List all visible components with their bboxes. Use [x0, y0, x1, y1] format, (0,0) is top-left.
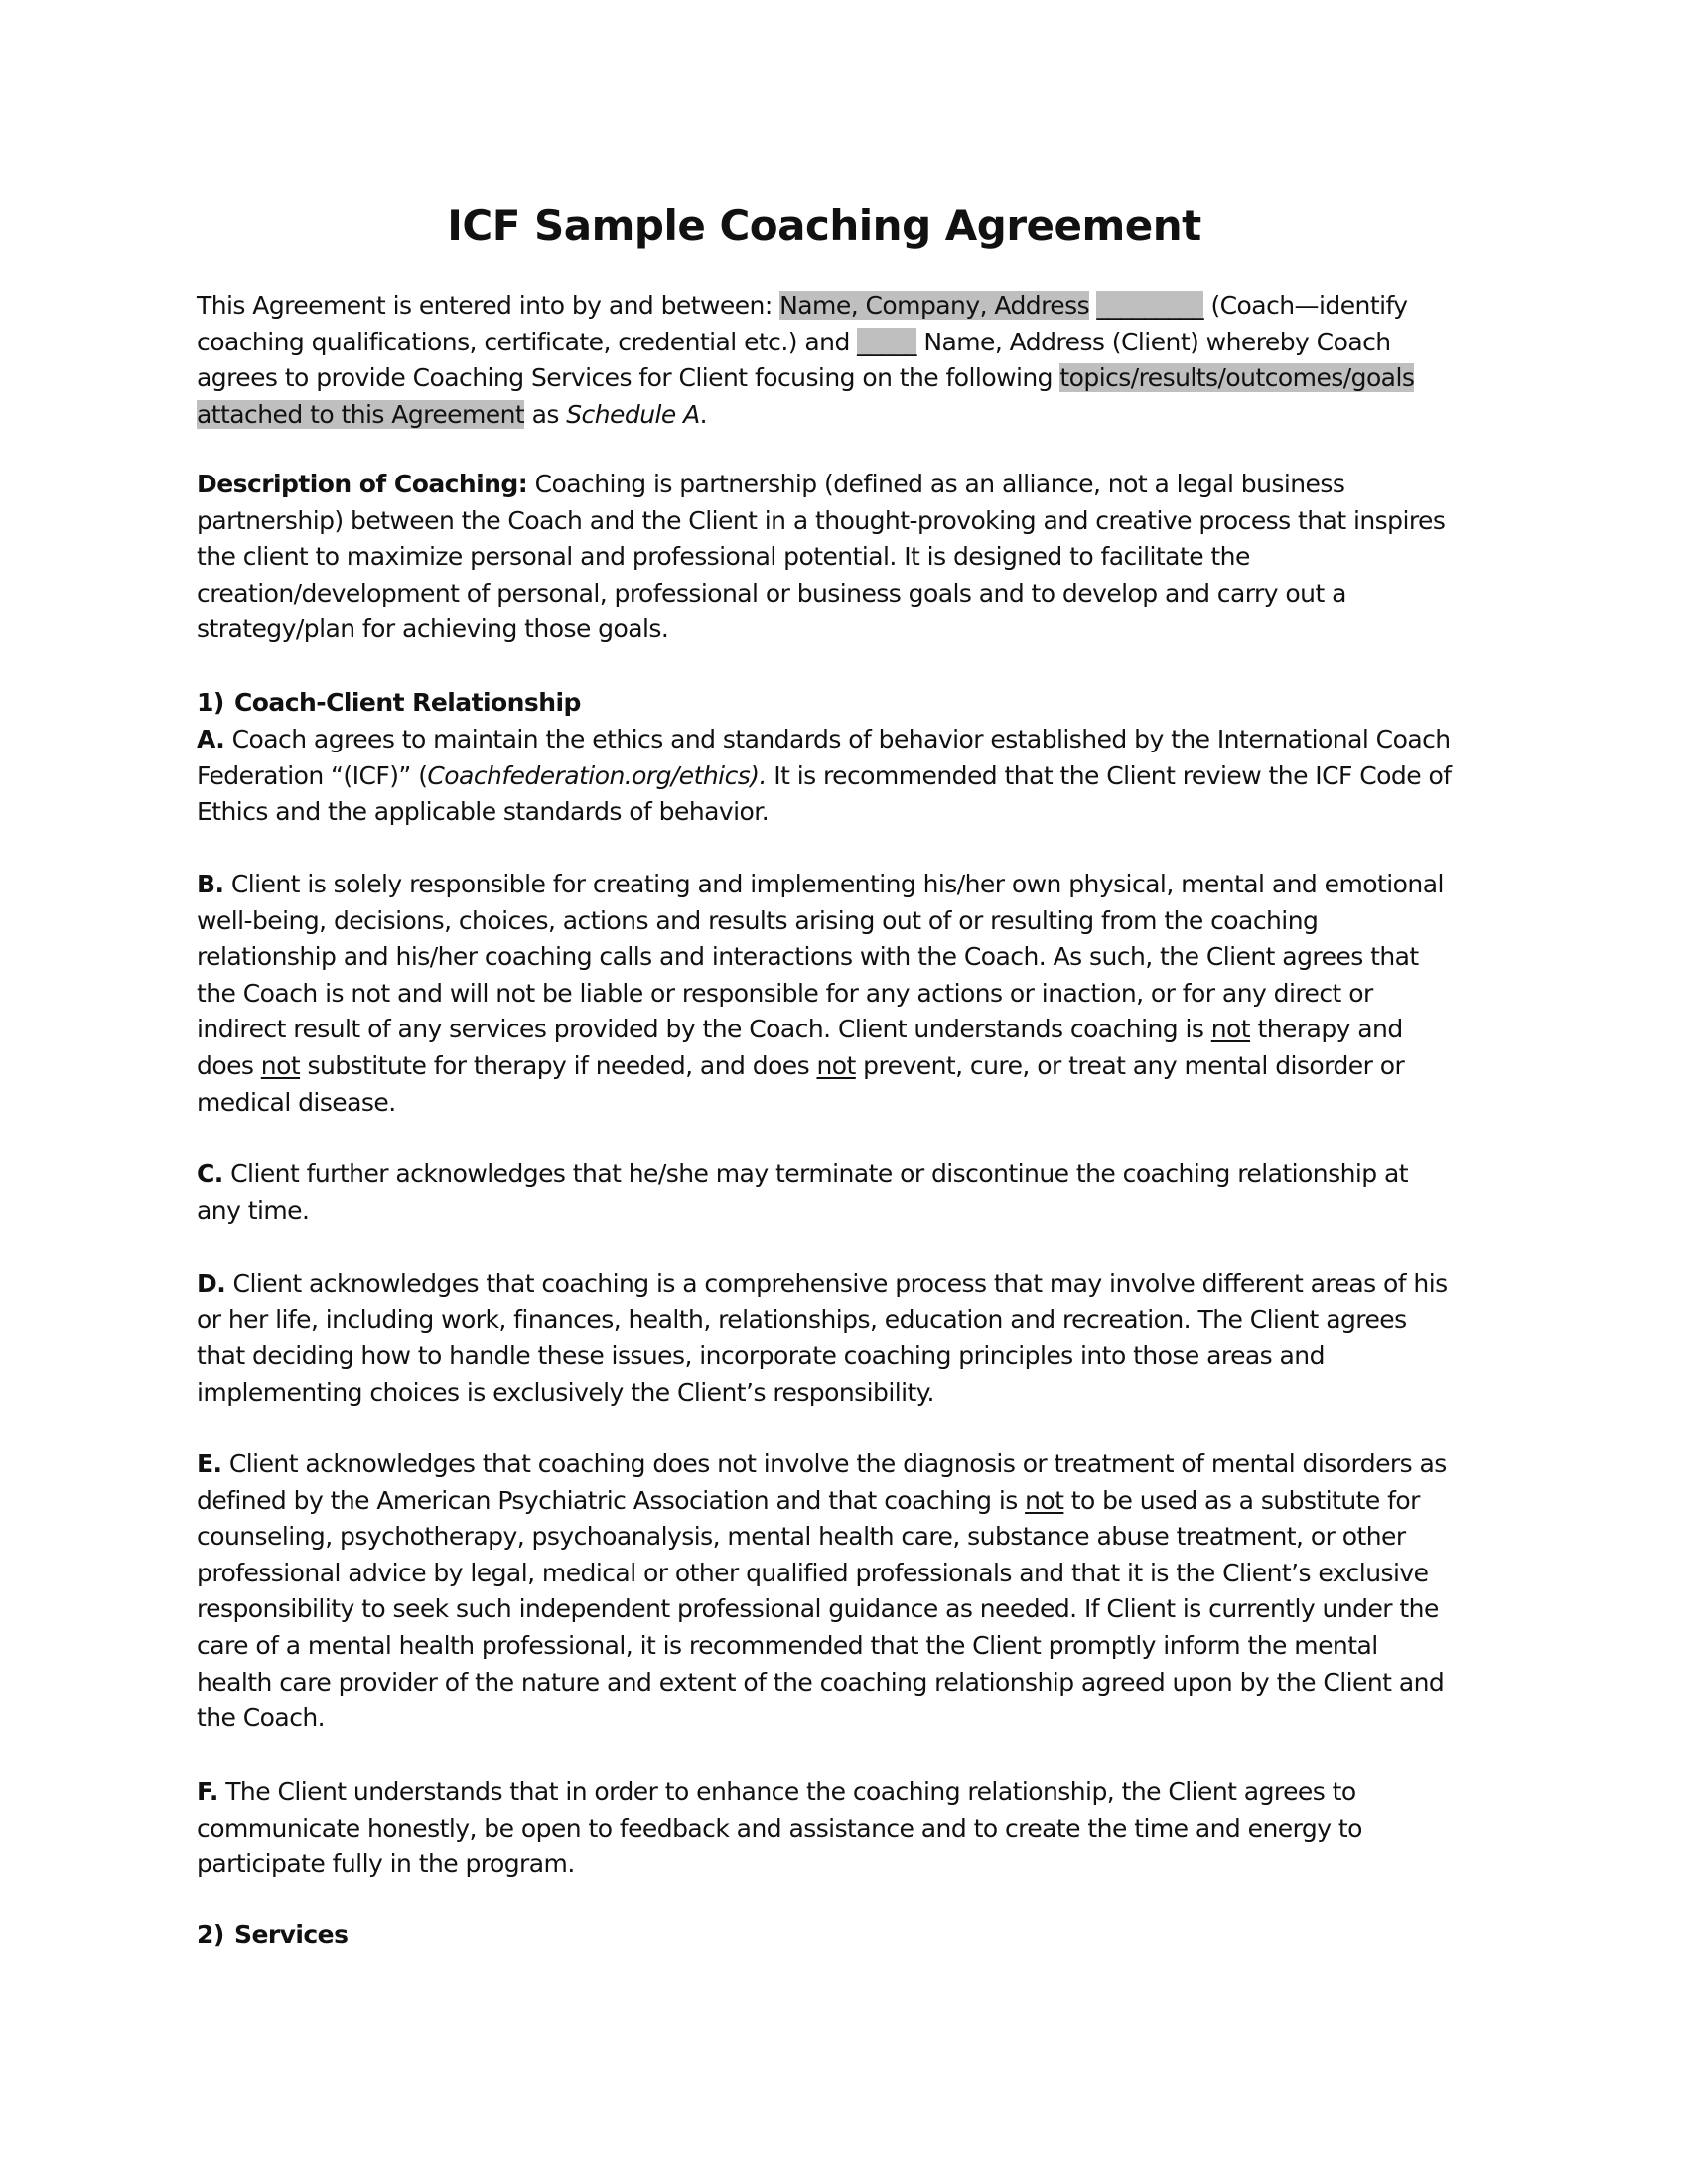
clause-e-label: E. — [197, 1449, 222, 1478]
intro-text-4: Name, Address (Client) whereby Coach agrees to provide Coaching Services for Client focusing on the following — [197, 327, 1391, 393]
emphasis-not: not — [816, 1050, 856, 1080]
clause-c — [197, 1157, 1458, 1229]
emphasis-not: not — [1025, 1485, 1064, 1515]
ethics-link: Coachfederation.org/ethics). — [427, 760, 767, 790]
clause-e-text-1: Client acknowledges that coaching does not involve the diagnosis or treatment of mental disorders as defined by the American Psychiatric Association and that coaching is — [197, 1449, 1447, 1515]
intro-paragraph — [197, 288, 1458, 433]
description-label: Description of Coaching: — [197, 470, 528, 498]
clause-c-label: C. — [197, 1160, 223, 1188]
section-2-heading — [197, 1917, 1458, 1954]
document-title: ICF Sample Coaching Agreement — [447, 202, 1201, 250]
description-paragraph — [197, 467, 1458, 648]
clause-f-label: F. — [197, 1777, 218, 1806]
clause-b — [197, 867, 1458, 1121]
clause-a — [197, 722, 1458, 831]
clause-a-label: A. — [197, 725, 225, 753]
clause-f — [197, 1774, 1458, 1883]
section-1-number: 1) — [197, 688, 224, 717]
clause-b-text-2: therapy and does — [197, 1015, 1403, 1080]
clause-b-text-1: Client is solely responsible for creating and implementing his/her own physical, mental and emotional well-being, decisions, choices, actions and results arising out of or resulting from the coaching relationship and his/her coaching calls and interactions with the Coach. As such, the Client agrees that the Coach is not and will not be liable or responsible for any actions or inaction, or for any direct or indirect result of any services provided by the Coach. Client understands coaching is — [197, 870, 1444, 1044]
clause-d-text: Client acknowledges that coaching is a comprehensive process that may involve different areas of his or her life, including work, finances, health, relationships, education and recreation. The Client agrees that deciding how to handle these issues, incorporate coaching principles into those areas and implementing choices is exclusively the Client’s responsibility. — [197, 1269, 1448, 1407]
clause-c-text: Client further acknowledges that he/she may terminate or discontinue the coaching relationship at any time. — [197, 1160, 1408, 1225]
emphasis-not: not — [260, 1050, 301, 1080]
clause-b-text-4: prevent, cure, or treat any mental disorder or medical disease. — [197, 1050, 1405, 1117]
clause-a-text-2: It is recommended that the Client review the ICF Code of Ethics and the applicable standards of behavior. — [197, 760, 1452, 827]
clause-e — [197, 1446, 1458, 1737]
clause-b-text-3: substitute for therapy if needed, and does — [300, 1050, 817, 1080]
intro-text-6: . — [699, 399, 708, 429]
topics-goals-field: topics/results/outcomes/goals attached to this Agreement — [197, 363, 1415, 429]
intro-text-3: (Coach—identify coaching qualifications, certificate, credential etc.) and — [197, 291, 1408, 356]
clause-e-text-2: to be used as a substitute for counseling, psychotherapy, psychoanalysis, mental health care, substance abuse treatment, or other professional advice by legal, medical or other qualified professionals and that it is the Client’s exclusive responsibility to seek such independent professional guidance as needed. If Client is currently under the care of a mental health professional, it is recommended that the Client promptly inform the mental health care provider of the nature and extent of the coaching relationship agreed upon by the Client and the Coach. — [197, 1485, 1445, 1733]
clause-d-label: D. — [197, 1269, 226, 1297]
section-2-number: 2) — [197, 1920, 224, 1949]
clause-f-text: The Client understands that in order to enhance the coaching relationship, the Client agrees to communicate honestly, be open to feedback and assistance and to create the time and energy to participate fully in the program. — [197, 1777, 1362, 1879]
emphasis-not: not — [1210, 1015, 1251, 1044]
section-1-title: Coach-Client Relationship — [234, 688, 581, 717]
section-2-title: Services — [234, 1920, 349, 1949]
clause-b-label: B. — [197, 870, 224, 898]
intro-text-5: as — [524, 399, 567, 429]
intro-text-1: This Agreement is entered into by and between: — [197, 291, 780, 320]
clause-a-text-1: Coach agrees to maintain the ethics and standards of behavior established by the International Coach Federation “(ICF)” ( — [197, 725, 1451, 790]
section-1-heading — [197, 685, 1458, 722]
client-blank-field: _____ — [857, 327, 916, 356]
clause-d — [197, 1266, 1458, 1411]
description-text: Coaching is partnership (defined as an alliance, not a legal business partnership) between the Coach and the Client in a thought-provoking and creative process that inspires the client to maximize personal and professional potential. It is designed to facilitate the creation/development of personal, professional or business goals and to develop and carry out a strategy/plan for achieving those goals. — [197, 470, 1446, 644]
coach-name-company-address-field: Name, Company, Address — [779, 291, 1090, 320]
schedule-a-reference: Schedule A — [566, 399, 700, 429]
coach-blank-field: _________ — [1096, 291, 1204, 320]
